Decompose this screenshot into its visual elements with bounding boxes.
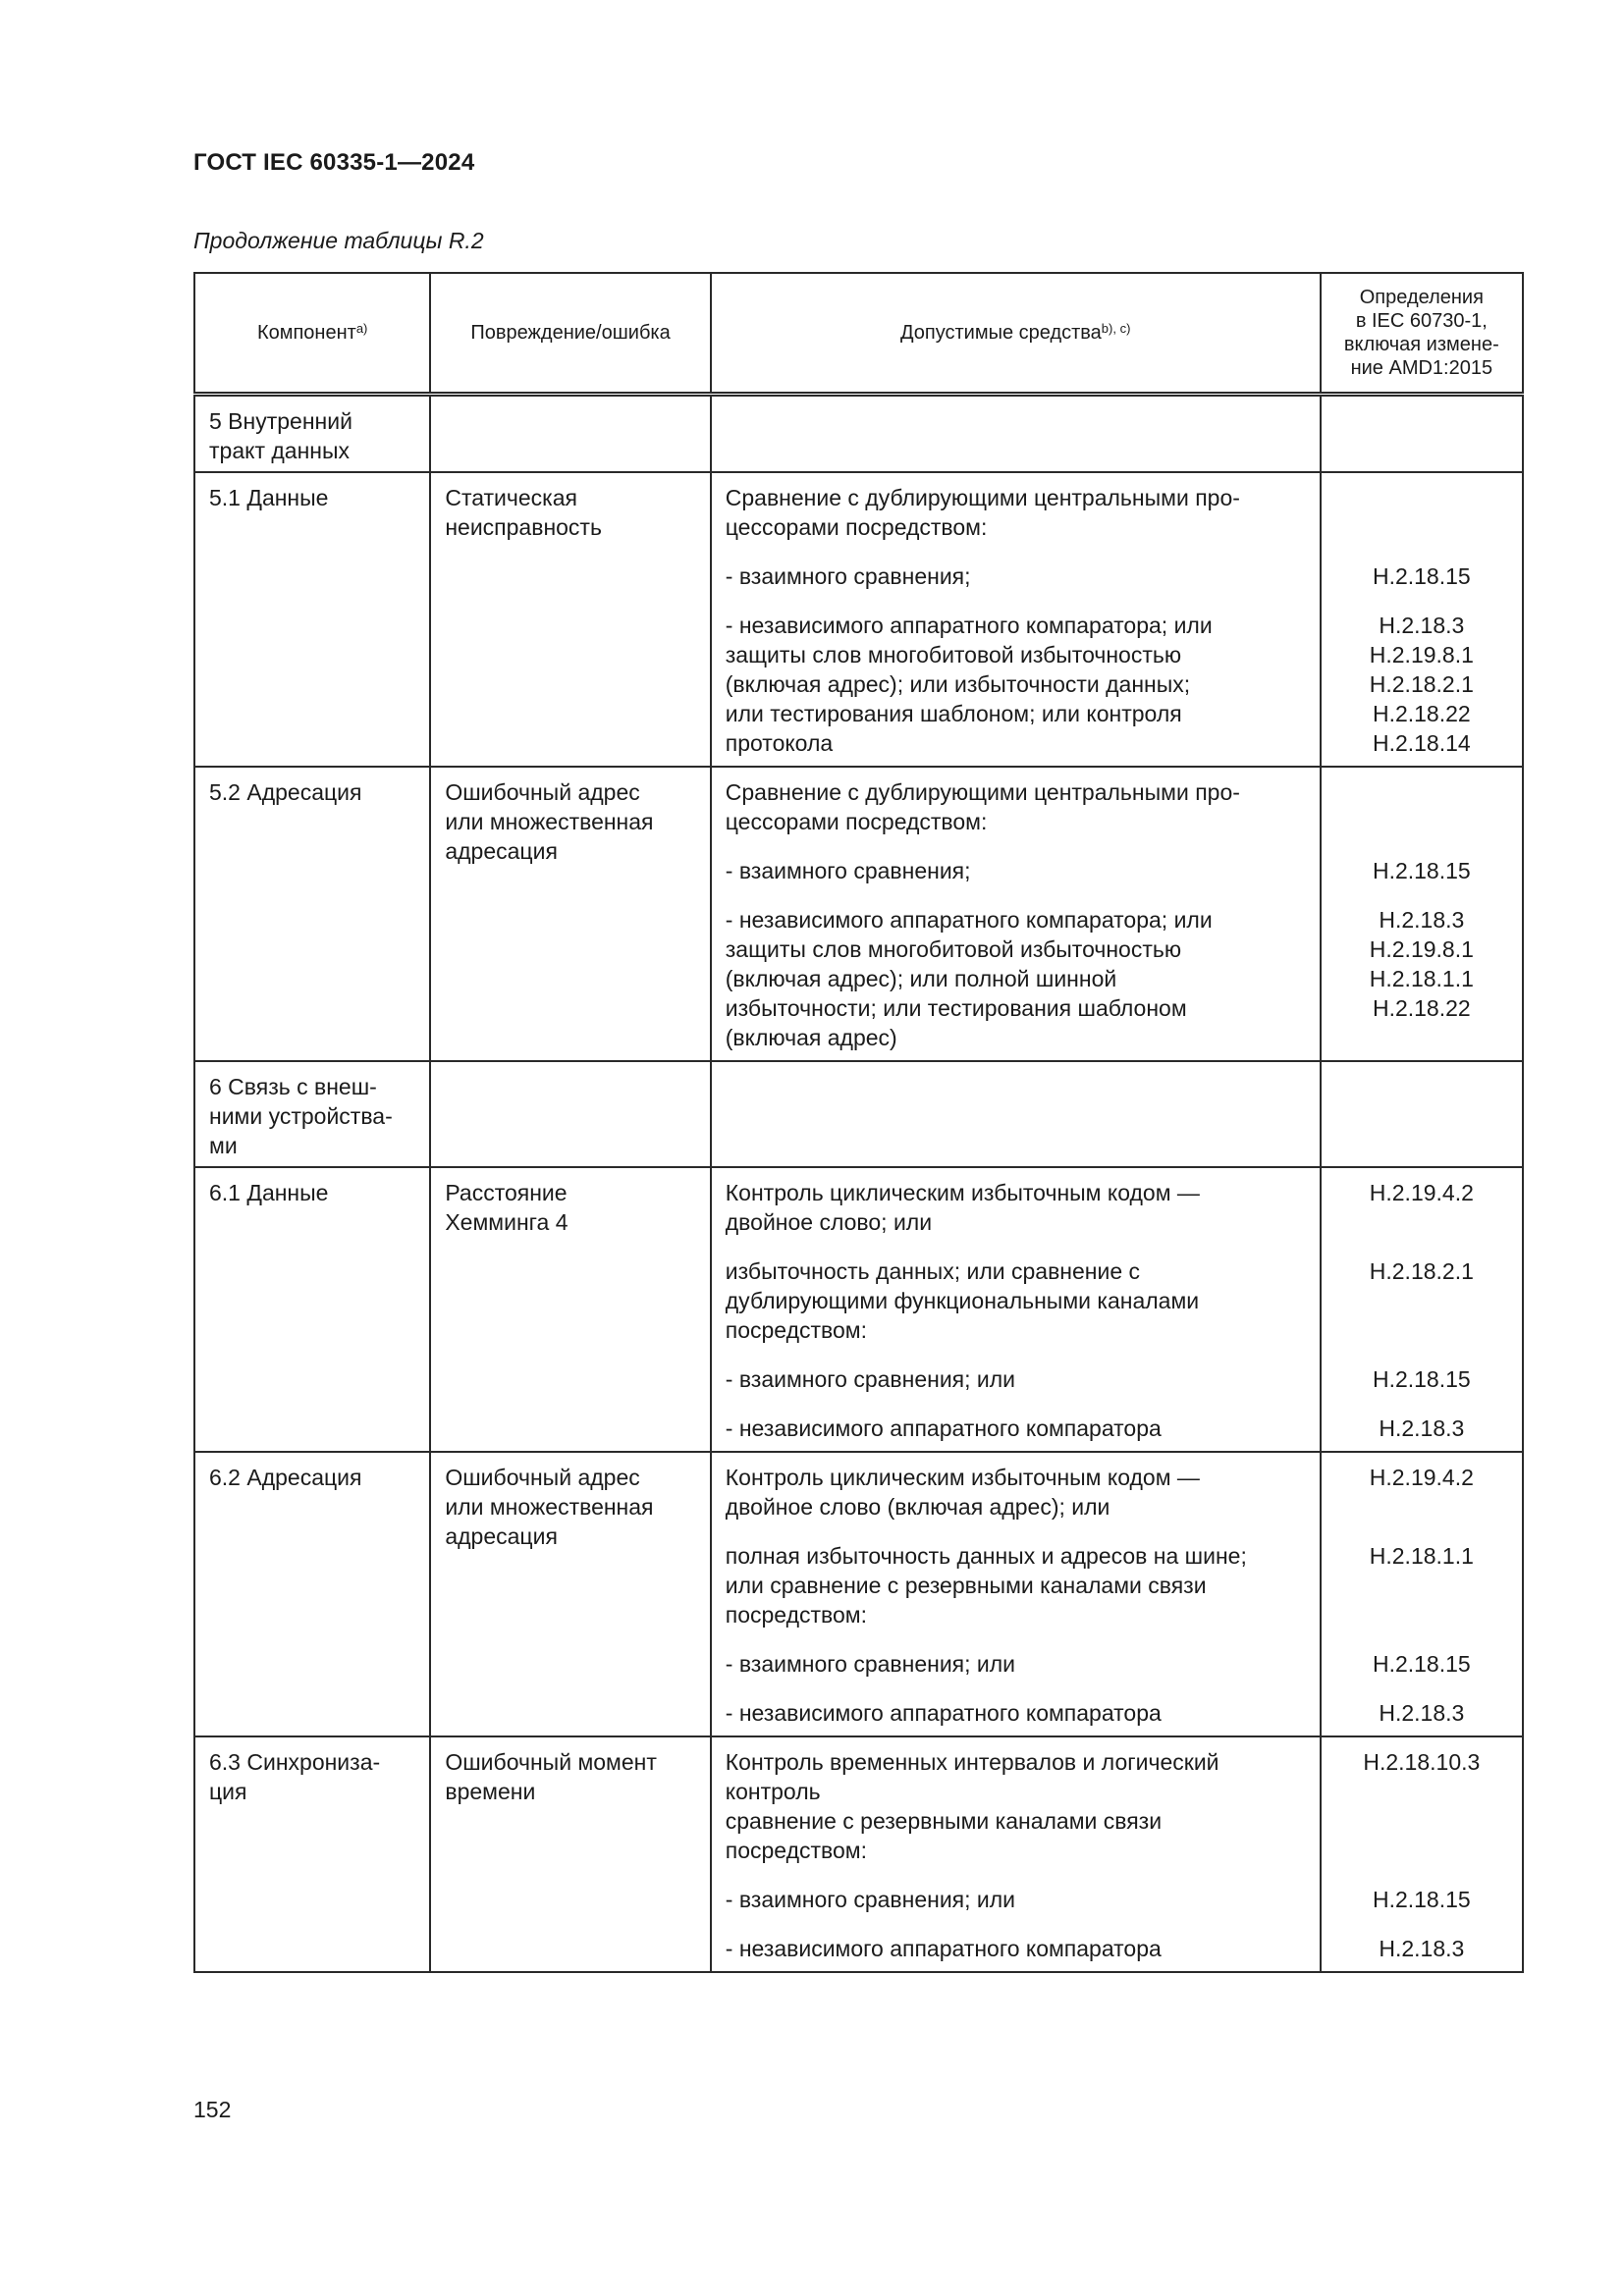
definitions-cell: [1321, 1736, 1523, 1972]
definitions-entry: [1322, 561, 1522, 591]
definition-reference: H.2.18.3: [1379, 1415, 1465, 1441]
component-text: 6.3 Синхрониза-: [209, 1749, 381, 1775]
definitions-entry: [1322, 1256, 1522, 1345]
definitions-entry: [1322, 1364, 1522, 1394]
definition-reference: [1322, 1286, 1522, 1315]
definitions-cell: [1321, 1452, 1523, 1736]
definitions-entry: [1322, 856, 1522, 885]
requirements-table: [193, 272, 1524, 1973]
table-row: [194, 472, 1523, 767]
means-text: - взаимного сравнения; или: [725, 1887, 1016, 1912]
definition-reference: [1322, 807, 1522, 836]
fault-cell: [430, 1452, 710, 1736]
definition-reference: H.2.18.3: [1379, 1700, 1465, 1726]
means-text: (включая адрес); или избыточности данных;: [725, 671, 1191, 697]
fault-text: неисправность: [445, 514, 602, 540]
definition-reference: H.2.18.2.1: [1369, 1258, 1474, 1284]
column-header-component: Компонент$^{a)}$: [194, 273, 430, 395]
definition-reference: H.2.19.8.1: [1369, 936, 1474, 962]
means-text: посредством:: [725, 1317, 867, 1343]
means-entry: [712, 1364, 1320, 1394]
definition-reference: H.2.18.3: [1379, 613, 1465, 638]
means-text: Сравнение с дублирующими центральными про-: [725, 485, 1240, 510]
table-body: [194, 395, 1523, 1973]
means-text: цессорами посредством:: [725, 809, 988, 834]
definition-reference: H.2.18.1.1: [1369, 1543, 1474, 1569]
fault-cell: [430, 1736, 710, 1972]
definition-reference: H.2.18.15: [1372, 858, 1471, 883]
table-row: [194, 1736, 1523, 1972]
definition-reference: [1322, 1600, 1522, 1629]
component-text: 6.1 Данные: [209, 1180, 329, 1205]
means-entry: [712, 1934, 1320, 1963]
document-header: ГОСТ IEC 60335-1—2024: [193, 149, 475, 176]
definitions-entry: [1322, 1463, 1522, 1522]
definition-reference: H.2.18.14: [1372, 730, 1471, 756]
means-text: - независимого аппаратного компаратора; или: [725, 907, 1213, 933]
means-text: - независимого аппаратного компаратора: [725, 1415, 1162, 1441]
definition-reference: H.2.19.8.1: [1369, 642, 1474, 667]
fault-text: Хемминга 4: [445, 1209, 568, 1235]
means-text: сравнение с резервными каналами связи: [725, 1808, 1163, 1834]
means-text: (включая адрес); или полной шинной: [725, 966, 1117, 991]
definitions-cell: [1321, 472, 1523, 767]
means-text: защиты слов многобитовой избыточностью: [725, 936, 1182, 962]
means-entry: [712, 1256, 1320, 1345]
definitions-cell: [1321, 1167, 1523, 1452]
fault-cell: [430, 395, 710, 473]
means-text: - взаимного сравнения;: [725, 563, 971, 589]
means-cell: [711, 767, 1321, 1061]
table-row: [194, 1167, 1523, 1452]
means-entry: [712, 1649, 1320, 1679]
definitions-entry: [1322, 777, 1522, 836]
definitions-entry: [1322, 1698, 1522, 1728]
section-row: [194, 395, 1523, 473]
means-text: избыточности; или тестирования шаблоном: [725, 995, 1187, 1021]
definitions-entry: [1322, 1541, 1522, 1629]
component-text: ция: [209, 1779, 247, 1804]
means-text: посредством:: [725, 1838, 867, 1863]
means-entry: [712, 483, 1320, 542]
fault-cell: [430, 767, 710, 1061]
definitions-entry: [1322, 1649, 1522, 1679]
means-text: избыточность данных; или сравнение с: [725, 1258, 1141, 1284]
fault-text: Статическая: [445, 485, 577, 510]
fault-text: Ошибочный адрес: [445, 1465, 640, 1490]
means-text: двойное слово (включая адрес); или: [725, 1494, 1110, 1520]
fault-text: адресация: [445, 838, 558, 864]
column-header-definitions: Определения в IEC 60730-1, включая измене- ние AMD1:2015: [1321, 273, 1523, 395]
means-text: Контроль циклическим избыточным кодом —: [725, 1465, 1200, 1490]
component-text: 5.1 Данные: [209, 485, 329, 510]
means-cell: [711, 1167, 1321, 1452]
component-text: 6.2 Адресация: [209, 1465, 362, 1490]
means-text: защиты слов многобитовой избыточностью: [725, 642, 1182, 667]
component-text: 5.2 Адресация: [209, 779, 362, 805]
definition-reference: H.2.18.15: [1372, 563, 1471, 589]
means-entry: [712, 777, 1320, 836]
component-text: тракт данных: [209, 438, 351, 463]
means-text: - взаимного сравнения; или: [725, 1651, 1016, 1677]
section-row: [194, 1061, 1523, 1167]
means-text: - независимого аппаратного компаратора: [725, 1936, 1162, 1961]
table-header-row: [194, 273, 1523, 395]
definition-reference: H.2.19.4.2: [1369, 1465, 1474, 1490]
means-cell: [711, 395, 1321, 473]
definition-reference: [1322, 1315, 1522, 1345]
means-cell: [711, 472, 1321, 767]
fault-text: времени: [445, 1779, 536, 1804]
means-cell: [711, 1736, 1321, 1972]
means-entry: [712, 1178, 1320, 1237]
fault-text: Ошибочный адрес: [445, 779, 640, 805]
component-cell: [194, 767, 430, 1061]
fault-text: адресация: [445, 1523, 558, 1549]
fault-text: Ошибочный момент: [445, 1749, 657, 1775]
component-text: ними устройства-: [209, 1103, 393, 1129]
component-cell: [194, 1452, 430, 1736]
definition-reference: [1322, 483, 1522, 512]
table-caption: Продолжение таблицы R.2: [193, 228, 484, 253]
means-text: протокола: [725, 730, 834, 756]
component-cell: [194, 395, 430, 473]
definition-reference: H.2.18.15: [1372, 1651, 1471, 1677]
fault-text: Расстояние: [445, 1180, 568, 1205]
definition-reference: H.2.19.4.2: [1369, 1180, 1474, 1205]
means-text: - независимого аппаратного компаратора; или: [725, 613, 1213, 638]
means-text: полная избыточность данных и адресов на шине;: [725, 1543, 1247, 1569]
component-cell: [194, 1736, 430, 1972]
definition-reference: [1322, 1836, 1522, 1865]
definitions-cell: [1321, 1061, 1523, 1167]
component-cell: [194, 1167, 430, 1452]
means-text: Контроль временных интервалов и логический: [725, 1749, 1219, 1775]
definition-reference: [1322, 777, 1522, 807]
definitions-entry: [1322, 611, 1522, 758]
means-text: Сравнение с дублирующими центральными про-: [725, 779, 1240, 805]
definition-reference: [1322, 1806, 1522, 1836]
component-text: 5 Внутренний: [209, 408, 352, 434]
fault-cell: [430, 472, 710, 767]
definition-reference: H.2.18.3: [1379, 1936, 1465, 1961]
definition-reference: H.2.18.2.1: [1369, 671, 1474, 697]
definition-reference: H.2.18.15: [1372, 1887, 1471, 1912]
column-header-means: Допустимые средства$^{b), c)}$: [711, 273, 1321, 395]
definitions-entry: [1322, 1934, 1522, 1963]
definitions-entry: [1322, 1885, 1522, 1914]
fault-text: или множественная: [445, 1494, 654, 1520]
definitions-entry: [1322, 1414, 1522, 1443]
definition-reference: [1322, 1207, 1522, 1237]
definitions-cell: [1321, 767, 1523, 1061]
means-cell: [711, 1452, 1321, 1736]
means-entry: [712, 1414, 1320, 1443]
definitions-entry: [1322, 483, 1522, 542]
means-entry: [712, 561, 1320, 591]
means-entry: [712, 905, 1320, 1052]
fault-text: или множественная: [445, 809, 654, 834]
definitions-entry: [1322, 905, 1522, 1052]
definition-reference: H.2.18.22: [1372, 995, 1471, 1021]
means-text: контроль: [725, 1779, 821, 1804]
means-text: цессорами посредством:: [725, 514, 988, 540]
means-entry: [712, 1747, 1320, 1865]
definitions-entry: [1322, 1747, 1522, 1865]
means-text: - взаимного сравнения; или: [725, 1366, 1016, 1392]
component-cell: [194, 472, 430, 767]
component-text: 6 Связь с внеш-: [209, 1074, 377, 1099]
means-text: двойное слово; или: [725, 1209, 933, 1235]
definition-reference: [1322, 1492, 1522, 1522]
fault-cell: [430, 1167, 710, 1452]
component-text: ми: [209, 1133, 238, 1158]
component-cell: [194, 1061, 430, 1167]
definitions-cell: [1321, 395, 1523, 473]
means-entry: [712, 611, 1320, 758]
means-entry: [712, 1885, 1320, 1914]
table-row: [194, 767, 1523, 1061]
definition-reference: [1322, 1023, 1522, 1052]
means-text: - взаимного сравнения;: [725, 858, 971, 883]
means-text: дублирующими функциональными каналами: [725, 1288, 1200, 1313]
definition-reference: [1322, 512, 1522, 542]
definition-reference: [1322, 1571, 1522, 1600]
means-entry: [712, 1698, 1320, 1728]
definition-reference: H.2.18.1.1: [1369, 966, 1474, 991]
definition-reference: H.2.18.3: [1379, 907, 1465, 933]
definition-reference: H.2.18.22: [1372, 701, 1471, 726]
definitions-entry: [1322, 1178, 1522, 1237]
page-number: 152: [193, 2097, 232, 2122]
means-text: или тестирования шаблоном; или контроля: [725, 701, 1182, 726]
means-text: посредством:: [725, 1602, 867, 1628]
means-text: (включая адрес): [725, 1025, 897, 1050]
column-header-fault: Повреждение/ошибка: [430, 273, 710, 395]
means-text: или сравнение с резервными каналами связи: [725, 1573, 1207, 1598]
means-entry: [712, 1463, 1320, 1522]
fault-cell: [430, 1061, 710, 1167]
means-cell: [711, 1061, 1321, 1167]
means-text: Контроль циклическим избыточным кодом —: [725, 1180, 1200, 1205]
definition-reference: H.2.18.15: [1372, 1366, 1471, 1392]
means-text: - независимого аппаратного компаратора: [725, 1700, 1162, 1726]
means-entry: [712, 1541, 1320, 1629]
means-entry: [712, 856, 1320, 885]
definition-reference: H.2.18.10.3: [1363, 1749, 1481, 1775]
table-row: [194, 1452, 1523, 1736]
definition-reference: [1322, 1777, 1522, 1806]
